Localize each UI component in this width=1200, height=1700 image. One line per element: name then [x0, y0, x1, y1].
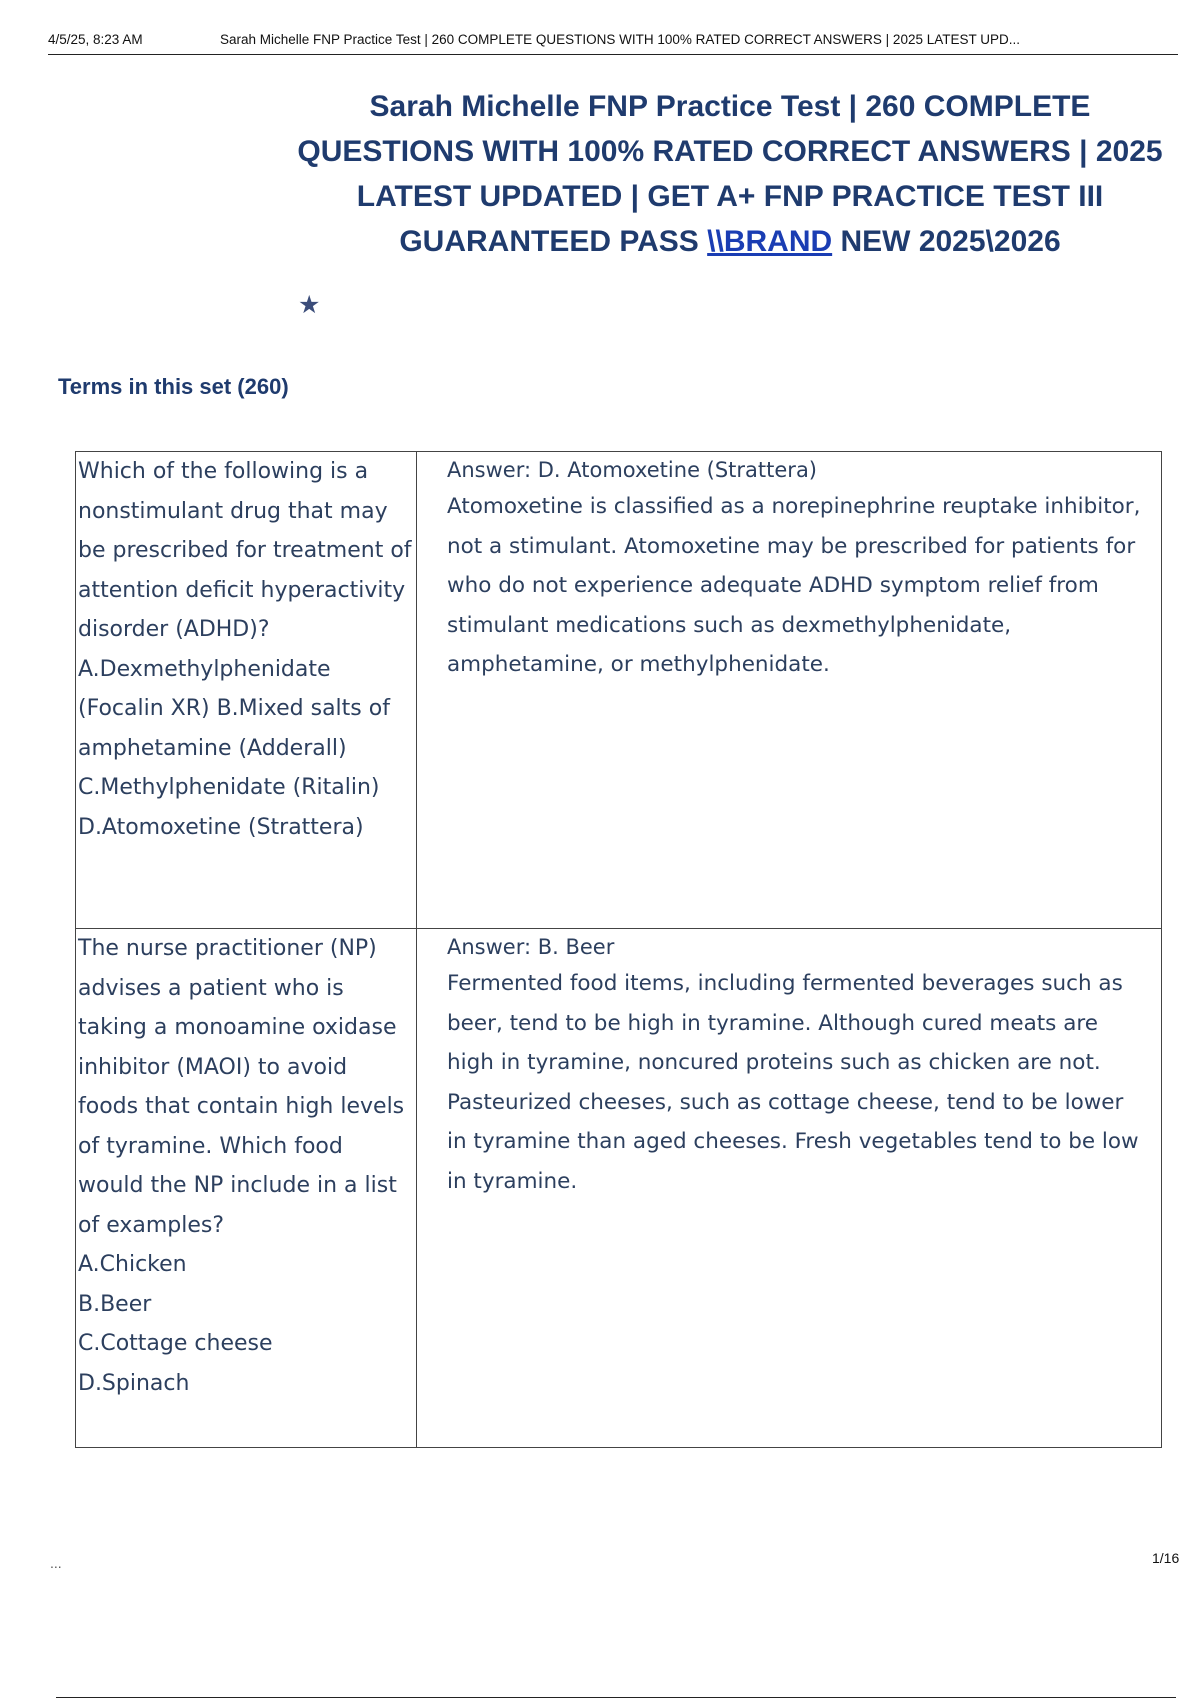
- print-header: [48, 28, 1178, 55]
- title-brand-link[interactable]: \\BRAND: [707, 225, 833, 258]
- question-option-c: C.Cottage cheese: [78, 1331, 273, 1356]
- answer-heading: Answer: B. Beer: [447, 935, 615, 959]
- terms-count-heading: Terms in this set (260): [58, 374, 289, 399]
- question-option-b: B.Beer: [78, 1291, 152, 1317]
- answer-explanation: Atomoxetine is classified as a norepinephrine reuptake inhibitor, not a stimulant. Atomoxetine may be prescribed for patients for who do not experience adequate ADHD symptom relief from stimulant medications such as dexmethylphenidate, amphetamine, or methylphenidate.: [447, 494, 1141, 677]
- document-title: [290, 84, 1170, 264]
- question-cell: [76, 929, 417, 1448]
- title-text-end: NEW 2025\2026: [832, 225, 1061, 258]
- footer-divider: [56, 1697, 1176, 1698]
- question-option-a: A.Chicken: [78, 1252, 187, 1277]
- answer-explanation: Fermented food items, including fermented beverages such as beer, tend to be high in tyramine. Although cured meats are high in tyramine, noncured proteins such as chicken are not. Pasteurized cheeses, such as cottage cheese, tend to be lower in tyramine than aged cheeses. Fresh vegetables tend to be low in tyramine.: [447, 971, 1139, 1194]
- flashcard-table: [75, 451, 1162, 1448]
- question-option-d: D.Spinach: [78, 1370, 190, 1396]
- question-text: Which of the following is a nonstimulant drug that may be prescribed for treatment of attention deficit hyperactivity disorder (ADHD)?: [78, 459, 412, 642]
- print-document-title: Sarah Michelle FNP Practice Test | 260 COMPLETE QUESTIONS WITH 100% RATED CORRECT ANSWERS | 2025 LATEST UPD...: [220, 32, 1020, 47]
- answer-cell: [417, 929, 1162, 1448]
- page-number: 1/16: [1152, 1550, 1180, 1566]
- answer-cell: [417, 452, 1162, 929]
- question-text: The nurse practitioner (NP) advises a patient who is taking a monoamine oxidase inhibitor (MAOI) to avoid foods that contain high levels of tyramine. Which food would the NP include in a list of examples?: [78, 936, 405, 1238]
- table-row: [76, 452, 1162, 929]
- star-icon[interactable]: ★: [298, 290, 321, 319]
- print-timestamp: 4/5/25, 8:23 AM: [48, 32, 143, 47]
- footer-left-marker: ...: [50, 1555, 62, 1571]
- question-cell: [76, 452, 417, 929]
- table-row: [76, 929, 1162, 1448]
- question-options: A.Dexmethylphenidate (Focalin XR) B.Mixed salts of amphetamine (Adderall) C.Methylphenidate (Ritalin) D.Atomoxetine (Strattera): [78, 656, 390, 840]
- answer-heading: Answer: D. Atomoxetine (Strattera): [447, 458, 818, 482]
- title-text: Sarah Michelle FNP Practice Test | 260 COMPLETE QUESTIONS WITH 100% RATED CORRECT ANSWERS | 2025 LATEST UPDATED | GET A+ FNP PRACTICE TEST III GUARANTEED PASS: [297, 90, 1163, 258]
